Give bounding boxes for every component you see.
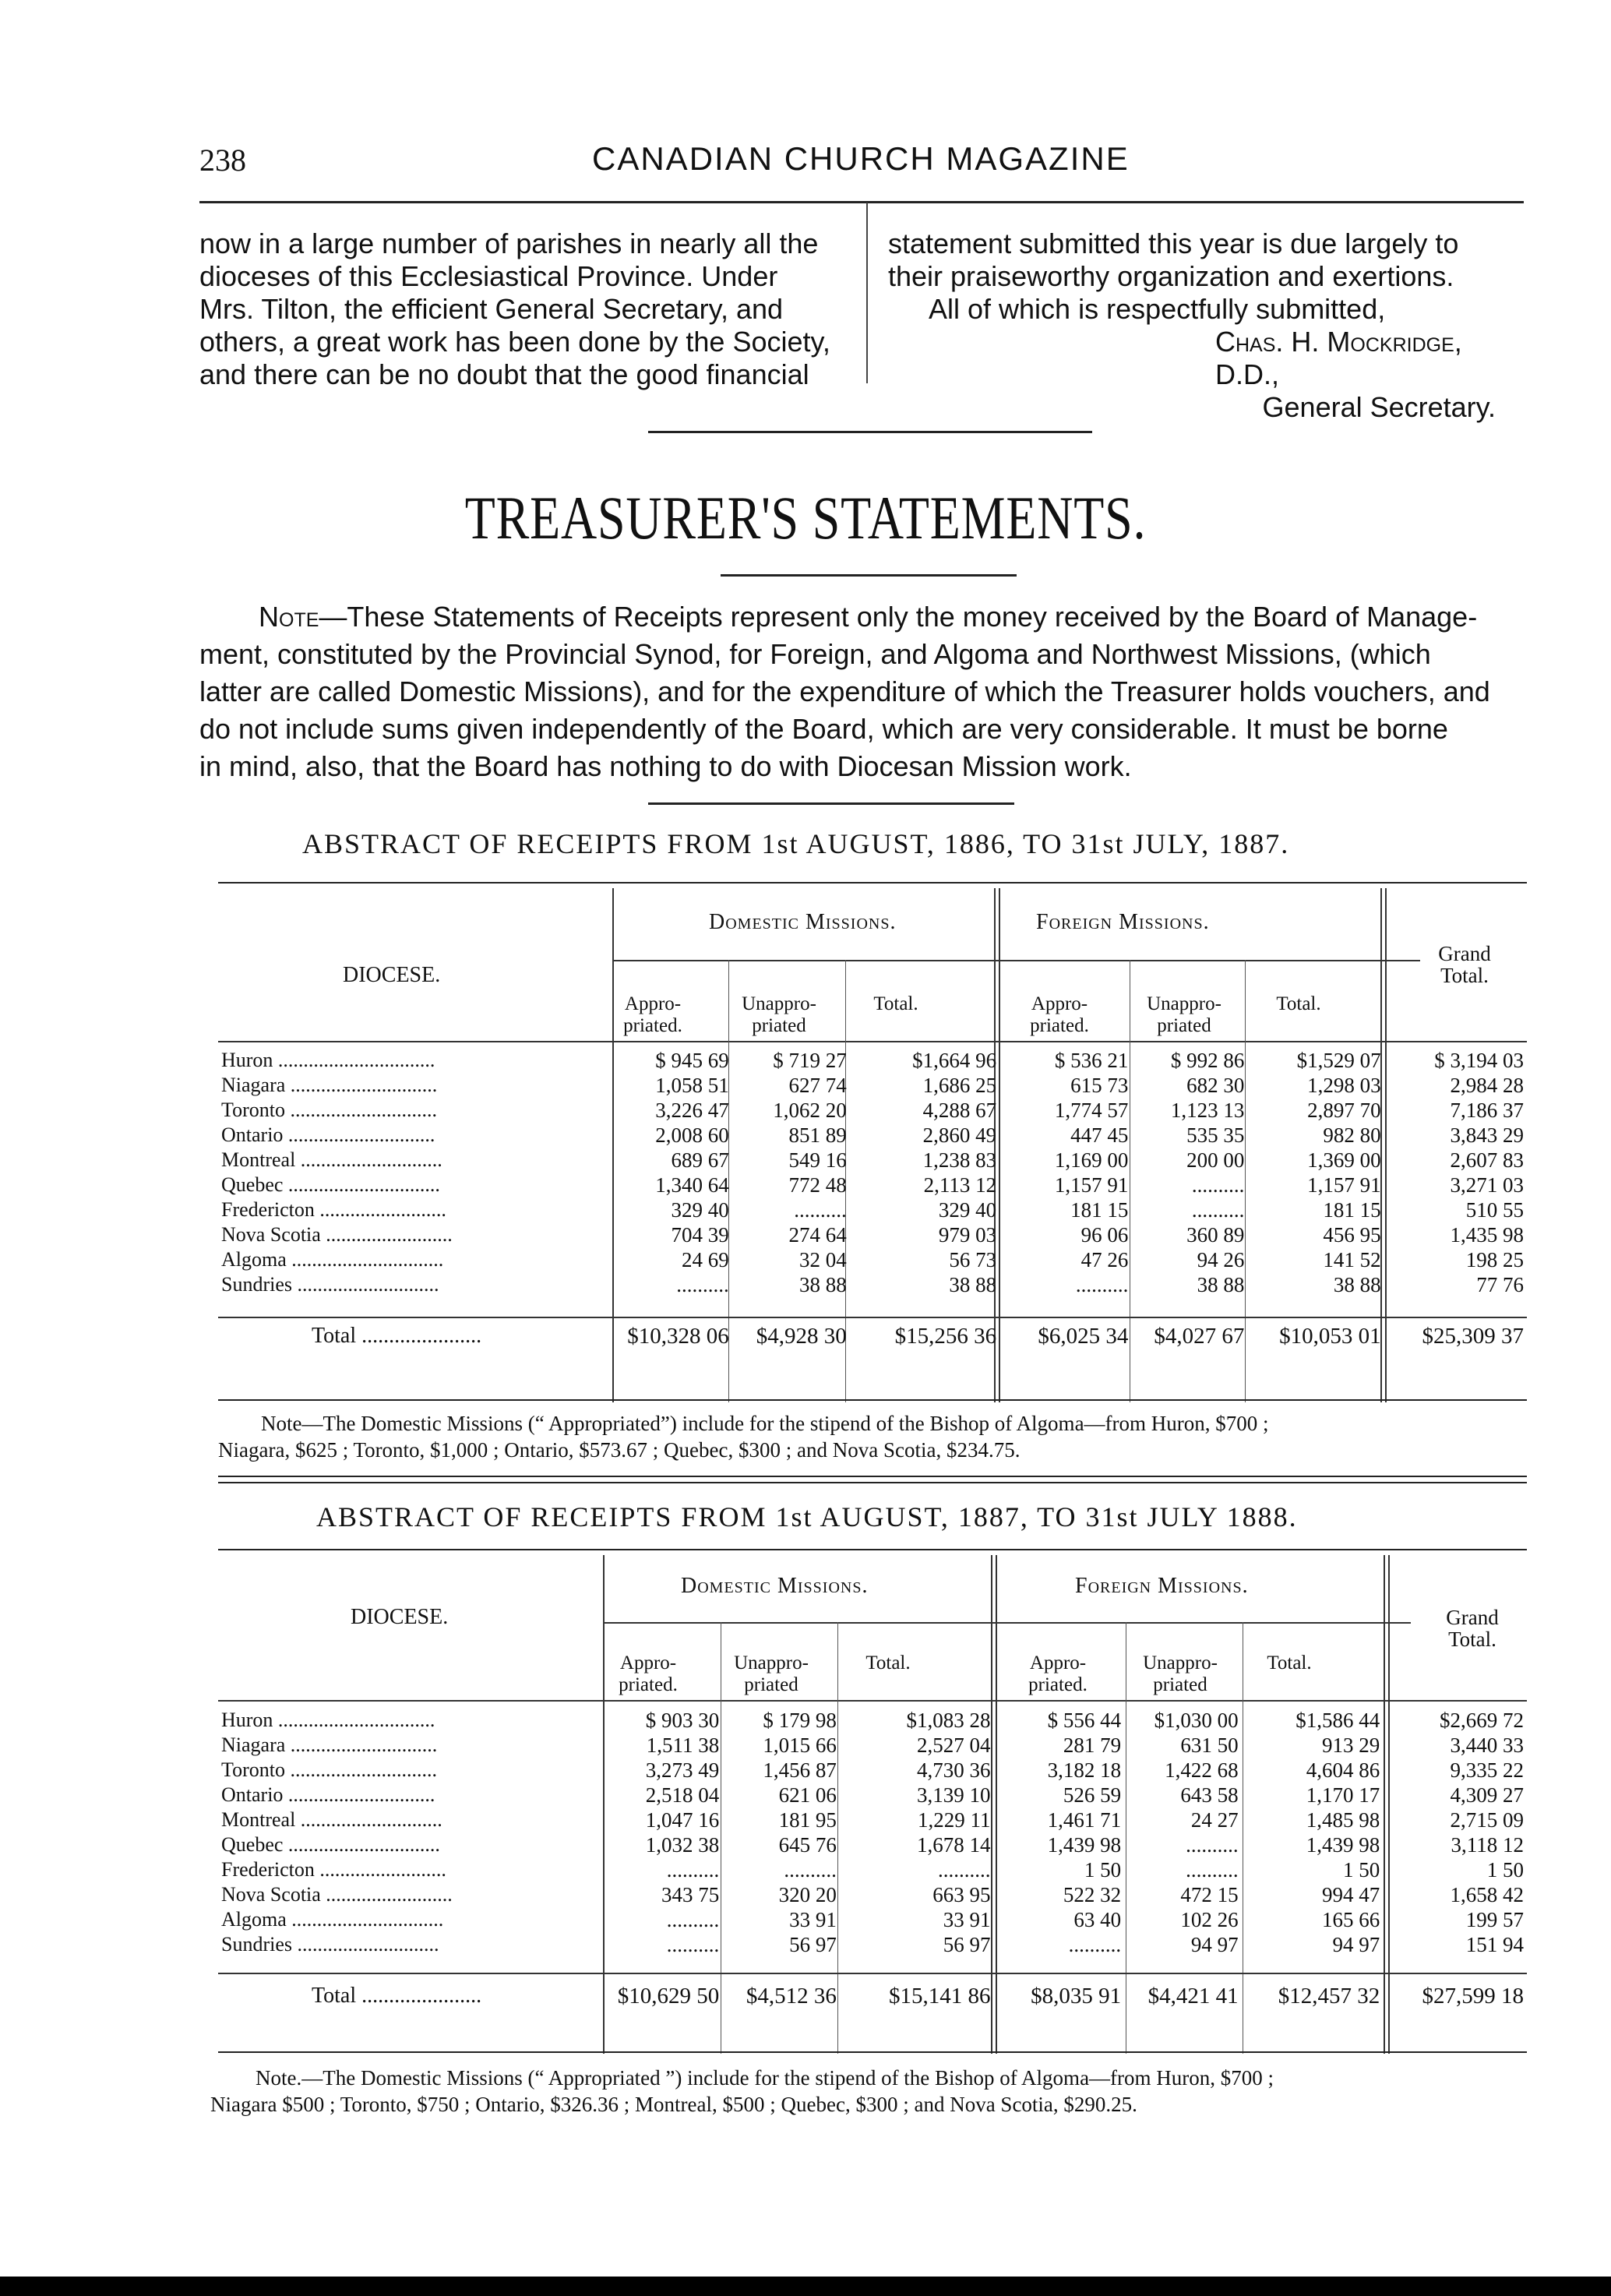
- section-title: TREASURER'S STATEMENTS.: [464, 484, 1147, 552]
- table-row: [218, 1857, 1527, 1882]
- diocese-cell: Toronto .............................: [221, 1099, 437, 1121]
- amount-cell: 526 59: [1063, 1783, 1122, 1807]
- abstract-1-domestic-header: Domestic Missions.: [709, 910, 897, 934]
- amount-cell: ..........: [1068, 1932, 1122, 1956]
- amount-cell: ..........: [666, 1907, 720, 1931]
- scan-edge-bar: [0, 2277, 1611, 2296]
- amount-cell: 56 73: [949, 1247, 997, 1271]
- note-line: in mind, also, that the Board has nothing to do with Diocesan Mission work.: [199, 750, 1132, 782]
- amount-cell: 4,730 36: [917, 1758, 991, 1782]
- abstract-1-foreign-header: Foreign Missions.: [1036, 910, 1210, 934]
- amount-cell: 1,461 71: [1047, 1808, 1122, 1832]
- amount-cell: 1,686 25: [922, 1073, 997, 1097]
- abstract-1-sub-unapprop-f: Unappro-priated: [1147, 993, 1221, 1036]
- amount-cell: 472 15: [1180, 1882, 1239, 1906]
- right-line: All of which is respectfully submitted,: [929, 293, 1386, 325]
- table-row: [218, 1222, 1527, 1247]
- amount-cell: 102 26: [1180, 1907, 1239, 1931]
- amount-cell: 141 52: [1323, 1247, 1381, 1271]
- amount-cell: 4,309 27: [1450, 1783, 1524, 1807]
- diocese-cell: Ontario .............................: [221, 1123, 435, 1146]
- signature-name: Chas. H. Mockridge, D.D.,: [1215, 326, 1462, 390]
- abstract-2-sub-approp-f: Appro-priated.: [1028, 1652, 1088, 1695]
- left-line: and there can be no doubt that the good financial: [199, 358, 809, 390]
- amount-cell: 1,032 38: [645, 1832, 720, 1857]
- footnote-line: Niagara $500 ; Toronto, $750 ; Ontario, $326.36 ; Montreal, $500 ; Quebec, $300 ; and Nova Scotia, $290.25.: [210, 2093, 1137, 2116]
- left-line: Mrs. Tilton, the efficient General Secretary, and: [199, 293, 784, 325]
- amount-cell: 510 55: [1465, 1197, 1524, 1222]
- amount-cell: 200 00: [1186, 1148, 1245, 1172]
- total-amount-cell: $6,025 34: [1038, 1323, 1129, 1349]
- amount-cell: ..........: [938, 1857, 991, 1882]
- abstract-1-sub-unapprop: Unappro-priated: [742, 993, 816, 1036]
- diocese-cell: Fredericton .........................: [221, 1858, 446, 1881]
- spacer-cell: [732, 1297, 850, 1319]
- section-rule-bottom: [721, 574, 1017, 577]
- amount-cell: 329 40: [938, 1197, 997, 1222]
- amount-cell: 9,335 22: [1450, 1758, 1524, 1782]
- intro-note: [199, 598, 1525, 785]
- abstract-2-sub-approp: Appro-priated.: [619, 1652, 678, 1695]
- amount-cell: $1,529 07: [1296, 1048, 1381, 1072]
- amount-cell: 38 88: [799, 1272, 847, 1296]
- diocese-cell: Montreal ............................: [221, 1148, 442, 1171]
- signature-title: General Secretary.: [1262, 391, 1496, 423]
- amount-cell: 2,527 04: [917, 1733, 991, 1757]
- abstract-2-domestic-header: Domestic Missions.: [681, 1574, 869, 1598]
- abstract-1-subhead-rule: [614, 960, 1420, 961]
- left-column: [199, 227, 854, 391]
- amount-cell: $ 945 69: [655, 1048, 729, 1072]
- amount-cell: $ 179 98: [763, 1708, 837, 1732]
- amount-cell: 1,658 42: [1450, 1882, 1524, 1906]
- table-row: [218, 1783, 1527, 1808]
- diocese-cell: Quebec ..............................: [221, 1173, 440, 1196]
- amount-cell: 38 88: [1333, 1272, 1381, 1296]
- abstract-1-grand-header: Grand Total.: [1438, 942, 1491, 987]
- diocese-cell: Niagara .............................: [221, 1733, 438, 1756]
- amount-cell: $2,669 72: [1440, 1708, 1524, 1732]
- amount-cell: 151 94: [1465, 1932, 1524, 1956]
- amount-cell: 343 75: [661, 1882, 720, 1906]
- amount-cell: 181 15: [1070, 1197, 1129, 1222]
- table-row: [218, 1907, 1527, 1932]
- table-row: [218, 1048, 1527, 1073]
- total-amount-cell: $8,035 91: [1031, 1983, 1122, 2009]
- amount-cell: 77 76: [1476, 1272, 1524, 1296]
- total-label: Total ......................: [312, 1984, 482, 2008]
- abstract-1-sub-total: Total.: [873, 993, 918, 1014]
- left-line: now in a large number of parishes in nearly all the: [199, 227, 819, 259]
- amount-cell: 1 50: [1084, 1857, 1122, 1882]
- total-amount-cell: $4,512 36: [746, 1983, 837, 2009]
- abstract-2-sub-total-f: Total.: [1267, 1652, 1312, 1674]
- abstract-1-diocese-header: DIOCESE.: [343, 963, 441, 987]
- abstract-2-diocese-header: DIOCESE.: [351, 1605, 449, 1629]
- abstract-1-bottom-rule: [218, 1399, 1527, 1401]
- abstract-2-sub-unapprop: Unappro-priated: [734, 1652, 809, 1695]
- spacer-cell: [1131, 1297, 1247, 1319]
- amount-cell: 24 27: [1190, 1808, 1239, 1832]
- amount-cell: 2,008 60: [655, 1123, 729, 1147]
- total-amount-cell: $15,141 86: [889, 1983, 991, 2009]
- total-amount-cell: $10,629 50: [617, 1983, 720, 2009]
- spacer-row: [218, 1297, 1527, 1319]
- amount-cell: 1,062 20: [773, 1098, 847, 1122]
- amount-cell: 96 06: [1080, 1222, 1129, 1247]
- amount-cell: $ 3,194 03: [1434, 1048, 1524, 1072]
- footnote-line: Niagara, $625 ; Toronto, $1,000 ; Ontario, $573.67 ; Quebec, $300 ; and Nova Scotia, $234.75.: [218, 1438, 1021, 1462]
- amount-cell: 3,226 47: [655, 1098, 729, 1122]
- amount-cell: 645 76: [778, 1832, 837, 1857]
- amount-cell: 1,058 51: [655, 1073, 729, 1097]
- amount-cell: 198 25: [1465, 1247, 1524, 1271]
- abstract-2-bottom-rule: [218, 2051, 1527, 2053]
- amount-cell: 38 88: [1197, 1272, 1245, 1296]
- spacer-cell: [850, 1297, 999, 1319]
- amount-cell: $ 903 30: [645, 1708, 720, 1732]
- amount-cell: 447 45: [1070, 1123, 1129, 1147]
- spacer-cell: [218, 1957, 605, 1979]
- amount-cell: 1,485 98: [1306, 1808, 1380, 1832]
- spacer-cell: [1384, 1297, 1527, 1319]
- abstract-2-foreign-header: Foreign Missions.: [1075, 1574, 1249, 1598]
- abstract-1-sub-total-f: Total.: [1276, 993, 1321, 1014]
- table-row: [218, 1733, 1527, 1758]
- diocese-cell: Quebec ..............................: [221, 1833, 440, 1856]
- amount-cell: ..........: [1186, 1832, 1239, 1857]
- table-row: [218, 1073, 1527, 1098]
- amount-cell: 1,157 91: [1054, 1173, 1129, 1197]
- spacer-cell: [615, 1297, 732, 1319]
- amount-cell: 994 47: [1322, 1882, 1380, 1906]
- amount-cell: 851 89: [788, 1123, 847, 1147]
- total-amount-cell: $15,256 36: [894, 1323, 997, 1349]
- amount-cell: ..........: [1191, 1197, 1245, 1222]
- abstract-1-total-rule: [218, 1317, 1527, 1318]
- amount-cell: $ 536 21: [1054, 1048, 1129, 1072]
- abstract-2-footnote: [210, 2065, 1542, 2118]
- spacer-cell: [722, 1957, 840, 1979]
- spacer-cell: [605, 1957, 723, 1979]
- spacer-cell: [1247, 1297, 1384, 1319]
- table-row: [218, 1708, 1527, 1733]
- amount-cell: 3,182 18: [1047, 1758, 1122, 1782]
- amount-cell: 2,984 28: [1450, 1073, 1524, 1097]
- amount-cell: 2,860 49: [922, 1123, 997, 1147]
- amount-cell: 1,340 64: [655, 1173, 729, 1197]
- table-row: [218, 1197, 1527, 1222]
- footnote-line: Note—The Domestic Missions (“ Appropriated”) include for the stipend of the Bishop of Algoma—from Huron, $700 ;: [261, 1412, 1269, 1435]
- amount-cell: 199 57: [1465, 1907, 1524, 1931]
- amount-cell: 627 74: [788, 1073, 847, 1097]
- table-row: [218, 1247, 1527, 1272]
- abstract-2-title: ABSTRACT OF RECEIPTS FROM 1st AUGUST, 1887, TO 31st JULY 1888.: [316, 1501, 1298, 1532]
- amount-cell: 1,015 66: [763, 1733, 837, 1757]
- total-row: [218, 1319, 1527, 1353]
- abstract-2-sub-total: Total.: [865, 1652, 911, 1674]
- amount-cell: 320 20: [778, 1882, 837, 1906]
- amount-cell: 549 16: [788, 1148, 847, 1172]
- total-amount-cell: $10,328 06: [627, 1323, 729, 1349]
- table-row: [218, 1808, 1527, 1832]
- abstract-2-subhead-rule: [605, 1622, 1411, 1624]
- table-row: [218, 1098, 1527, 1123]
- total-amount-cell: $10,053 01: [1279, 1323, 1381, 1349]
- page-number: 238: [199, 143, 246, 178]
- amount-cell: 63 40: [1073, 1907, 1122, 1931]
- diocese-cell: Huron ...............................: [221, 1709, 435, 1731]
- spacer-cell: [1124, 1957, 1242, 1979]
- amount-cell: 979 03: [938, 1222, 997, 1247]
- amount-cell: 1,678 14: [917, 1832, 991, 1857]
- amount-cell: 631 50: [1180, 1733, 1239, 1757]
- amount-cell: $ 992 86: [1170, 1048, 1245, 1072]
- amount-cell: 56 97: [943, 1932, 991, 1956]
- amount-cell: $1,664 96: [912, 1048, 997, 1072]
- amount-cell: 1,047 16: [645, 1808, 720, 1832]
- spacer-row: [218, 1957, 1527, 1979]
- amount-cell: 1 50: [1486, 1857, 1524, 1882]
- amount-cell: 1,170 17: [1306, 1783, 1380, 1807]
- diocese-cell: Algoma ..............................: [221, 1248, 444, 1271]
- total-amount-cell: $4,928 30: [756, 1323, 847, 1349]
- amount-cell: 2,518 04: [645, 1783, 720, 1807]
- table-row: [218, 1932, 1527, 1957]
- amount-cell: 1,511 38: [646, 1733, 720, 1757]
- amount-cell: 165 66: [1322, 1907, 1380, 1931]
- amount-cell: 1,369 00: [1307, 1148, 1381, 1172]
- table-row: [218, 1123, 1527, 1148]
- amount-cell: 615 73: [1070, 1073, 1129, 1097]
- footnote-line: Note.—The Domestic Missions (“ Appropriated ”) include for the stipend of the Bishop of Algoma—from Huron, $700 ;: [256, 2066, 1274, 2090]
- amount-cell: 1,439 98: [1306, 1832, 1380, 1857]
- running-head: CANADIAN CHURCH MAGAZINE: [592, 140, 1130, 177]
- amount-cell: 94 97: [1332, 1932, 1380, 1956]
- amount-cell: 94 26: [1197, 1247, 1245, 1271]
- amount-cell: 704 39: [671, 1222, 729, 1247]
- diocese-cell: Niagara .............................: [221, 1074, 438, 1096]
- amount-cell: 3,843 29: [1450, 1123, 1524, 1147]
- amount-cell: ..........: [1075, 1272, 1129, 1296]
- abstract-2-grid: [218, 1708, 1527, 2013]
- note-line: latter are called Domestic Missions), and for the expenditure of which the Treasurer holds vouchers, and: [199, 675, 1490, 707]
- amount-cell: 643 58: [1180, 1783, 1239, 1807]
- note-line: ment, constituted by the Provincial Synod, for Foreign, and Algoma and Northwest Missions, (which: [199, 638, 1431, 670]
- abstract-2-top-rule: [218, 1549, 1527, 1550]
- section-rule-top: [648, 431, 1092, 433]
- abstract-2-total-rule: [218, 1973, 1527, 1974]
- amount-cell: 33 91: [943, 1907, 991, 1931]
- amount-cell: 38 88: [949, 1272, 997, 1296]
- note-line: —These Statements of Receipts represent only the money received by the Board of Manage-: [319, 601, 1478, 633]
- amount-cell: $ 719 27: [773, 1048, 847, 1072]
- left-line: others, a great work has been done by the Society,: [199, 326, 830, 358]
- spacer-cell: [840, 1957, 994, 1979]
- diocese-cell: Fredericton .........................: [221, 1198, 446, 1221]
- amount-cell: ..........: [794, 1197, 847, 1222]
- amount-cell: 329 40: [671, 1197, 729, 1222]
- amount-cell: 682 30: [1186, 1073, 1245, 1097]
- table-row: [218, 1758, 1527, 1783]
- table-row: [218, 1882, 1527, 1907]
- abstract-1-grid: [218, 1048, 1527, 1353]
- note-label: Note: [259, 601, 319, 633]
- amount-cell: ..........: [1191, 1173, 1245, 1197]
- amount-cell: 3,271 03: [1450, 1173, 1524, 1197]
- amount-cell: 1,123 13: [1170, 1098, 1245, 1122]
- amount-cell: 982 80: [1323, 1123, 1381, 1147]
- abstract-2-grand-header: Grand Total.: [1446, 1606, 1499, 1651]
- table-row: [218, 1173, 1527, 1197]
- column-divider: [866, 203, 868, 383]
- amount-cell: 1,439 98: [1047, 1832, 1122, 1857]
- amount-cell: 7,186 37: [1450, 1098, 1524, 1122]
- amount-cell: 913 29: [1322, 1733, 1380, 1757]
- note-rule: [648, 802, 1014, 805]
- diocese-cell: Sundries ............................: [221, 1273, 439, 1296]
- spacer-cell: [994, 1957, 1125, 1979]
- amount-cell: $1,083 28: [906, 1708, 991, 1732]
- amount-cell: ..........: [784, 1857, 837, 1882]
- amount-cell: 24 69: [681, 1247, 729, 1271]
- header-rule: [199, 201, 1524, 203]
- amount-cell: 181 15: [1323, 1197, 1381, 1222]
- amount-cell: 1,456 87: [763, 1758, 837, 1782]
- amount-cell: 772 48: [788, 1173, 847, 1197]
- abstract-1-title: ABSTRACT OF RECEIPTS FROM 1st AUGUST, 1886, TO 31st JULY, 1887.: [302, 828, 1290, 859]
- amount-cell: 274 64: [788, 1222, 847, 1247]
- amount-cell: 3,440 33: [1450, 1733, 1524, 1757]
- note-line: do not include sums given independently of the Board, which are very considerable. It must be borne: [199, 713, 1448, 745]
- abstract-1-head-rule: [218, 1041, 1527, 1042]
- abstract-1-sub-approp: Appro-priated.: [623, 993, 682, 1036]
- amount-cell: 360 89: [1186, 1222, 1245, 1247]
- amount-cell: $1,030 00: [1154, 1708, 1239, 1732]
- total-row: [218, 1979, 1527, 2013]
- amount-cell: 1,238 83: [922, 1148, 997, 1172]
- amount-cell: 94 97: [1190, 1932, 1239, 1956]
- amount-cell: 1,157 91: [1307, 1173, 1381, 1197]
- amount-cell: 3,118 12: [1451, 1832, 1524, 1857]
- spacer-cell: [1242, 1957, 1384, 1979]
- total-amount-cell: $4,027 67: [1154, 1323, 1245, 1349]
- diocese-cell: Montreal ............................: [221, 1808, 442, 1831]
- amount-cell: ..........: [676, 1272, 729, 1296]
- amount-cell: 535 35: [1186, 1123, 1245, 1147]
- abstract-2-head-rule: [218, 1700, 1527, 1702]
- diocese-cell: Nova Scotia .........................: [221, 1223, 453, 1246]
- diocese-cell: Toronto .............................: [221, 1758, 437, 1781]
- amount-cell: ..........: [1186, 1857, 1239, 1882]
- amount-cell: 1,229 11: [918, 1808, 991, 1832]
- amount-cell: 1,298 03: [1307, 1073, 1381, 1097]
- left-line: dioceses of this Ecclesiastical Province. Under: [199, 260, 778, 292]
- right-line: statement submitted this year is due largely to: [888, 227, 1459, 259]
- spacer-cell: [999, 1297, 1131, 1319]
- table-row: [218, 1148, 1527, 1173]
- amount-cell: 47 26: [1080, 1247, 1129, 1271]
- spacer-cell: [218, 1297, 615, 1319]
- total-amount-cell: $27,599 18: [1422, 1983, 1524, 2009]
- amount-cell: 32 04: [799, 1247, 847, 1271]
- abstract-1-sub-approp-f: Appro-priated.: [1030, 993, 1089, 1036]
- amount-cell: 2,113 12: [923, 1173, 997, 1197]
- spacer-cell: [1383, 1957, 1527, 1979]
- amount-cell: 522 32: [1063, 1882, 1122, 1906]
- amount-cell: 56 97: [789, 1932, 837, 1956]
- abstract-2-sub-unapprop-f: Unappro-priated: [1143, 1652, 1218, 1695]
- amount-cell: 621 06: [778, 1783, 837, 1807]
- diocese-cell: Algoma ..............................: [221, 1908, 444, 1931]
- amount-cell: 1 50: [1343, 1857, 1380, 1882]
- amount-cell: 689 67: [671, 1148, 729, 1172]
- amount-cell: 663 95: [932, 1882, 991, 1906]
- amount-cell: 2,897 70: [1307, 1098, 1381, 1122]
- total-amount-cell: $4,421 41: [1147, 1983, 1239, 2009]
- total-amount-cell: $25,309 37: [1422, 1323, 1524, 1349]
- total-label: Total ......................: [312, 1324, 482, 1348]
- amount-cell: 4,288 67: [922, 1098, 997, 1122]
- amount-cell: $ 556 44: [1047, 1708, 1122, 1732]
- abstract-1-top-rule: [218, 882, 1527, 883]
- amount-cell: $1,586 44: [1295, 1708, 1380, 1732]
- amount-cell: 1,169 00: [1054, 1148, 1129, 1172]
- amount-cell: ..........: [666, 1857, 720, 1882]
- right-column: [888, 227, 1527, 424]
- amount-cell: 3,273 49: [645, 1758, 720, 1782]
- total-amount-cell: $12,457 32: [1278, 1983, 1380, 2009]
- amount-cell: 456 95: [1323, 1222, 1381, 1247]
- table-row: [218, 1272, 1527, 1297]
- amount-cell: 2,715 09: [1450, 1808, 1524, 1832]
- diocese-cell: Nova Scotia .........................: [221, 1883, 453, 1906]
- amount-cell: 1,435 98: [1450, 1222, 1524, 1247]
- table-row: [218, 1832, 1527, 1857]
- amount-cell: 1,774 57: [1054, 1098, 1129, 1122]
- amount-cell: ..........: [666, 1932, 720, 1956]
- amount-cell: 3,139 10: [917, 1783, 991, 1807]
- amount-cell: 1,422 68: [1165, 1758, 1239, 1782]
- amount-cell: 33 91: [789, 1907, 837, 1931]
- right-line: their praiseworthy organization and exertions.: [888, 260, 1454, 292]
- amount-cell: 181 95: [778, 1808, 837, 1832]
- diocese-cell: Huron ...............................: [221, 1049, 435, 1071]
- amount-cell: 4,604 86: [1306, 1758, 1380, 1782]
- double-rule: [218, 1476, 1527, 1477]
- double-rule: [218, 1482, 1527, 1483]
- diocese-cell: Ontario .............................: [221, 1783, 435, 1806]
- amount-cell: 2,607 83: [1450, 1148, 1524, 1172]
- amount-cell: 281 79: [1063, 1733, 1122, 1757]
- abstract-1-footnote: [218, 1410, 1542, 1463]
- diocese-cell: Sundries ............................: [221, 1933, 439, 1956]
